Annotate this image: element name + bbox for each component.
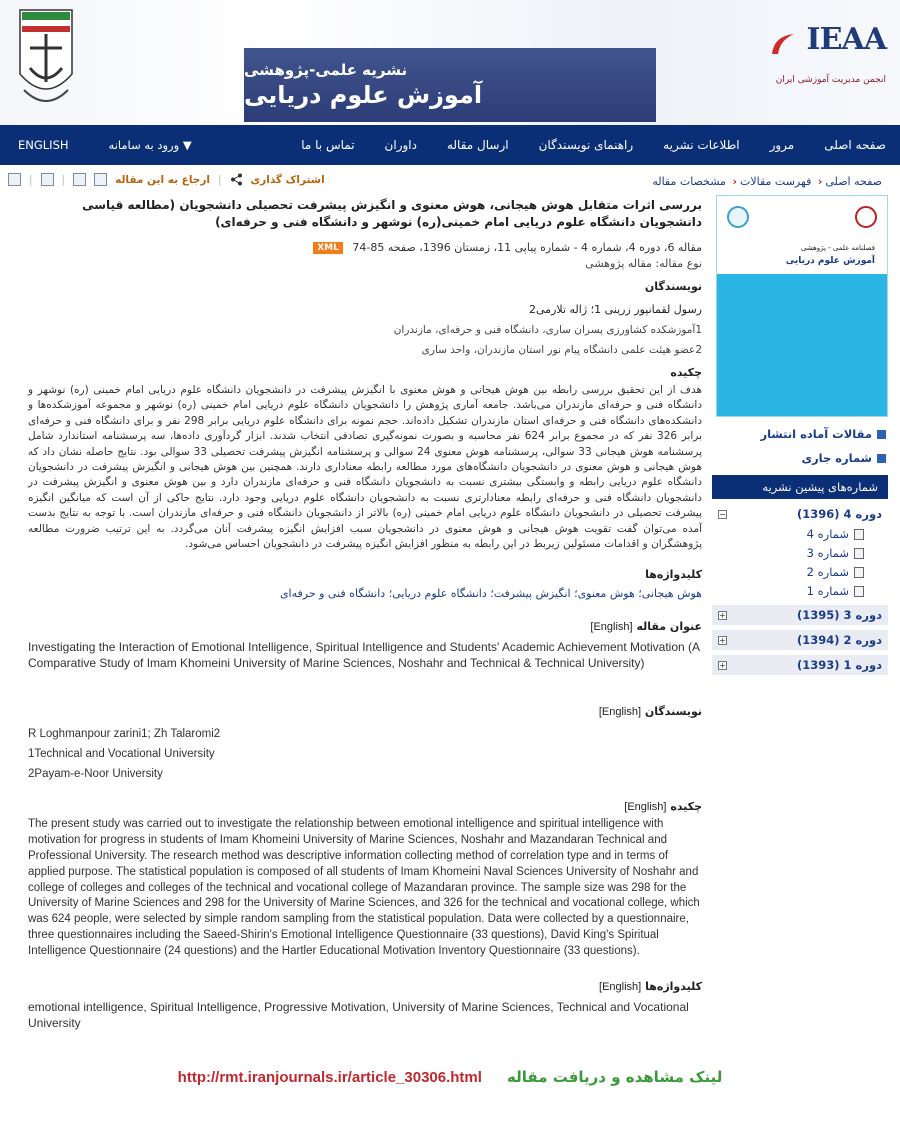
article-title: بررسی اثرات متقابل هوش هیجانی، هوش معنوی و انگیزش پیشرفت تحصیلی دانشجویان (مطالعه قیاسی دانشجویان دانشگاه علوم دریایی امام خمینی(ره) نوشهر و دانشگاه فنی و حرفه‌ای)	[82, 198, 702, 229]
article-meta	[28, 241, 702, 254]
keywords-heading: کلیدواژه‌ها	[645, 568, 702, 582]
volume-2[interactable]: دوره 2 (1394) +	[712, 630, 888, 650]
ieaa-wordmark: IEAA	[806, 22, 886, 57]
issue-item[interactable]: شماره 2	[712, 563, 888, 581]
sidebar-link-current[interactable]: شماره جاری	[712, 451, 888, 465]
crumb-list[interactable]: فهرست مقالات	[739, 175, 812, 188]
download-caption: لینک مشاهده و دریافت مقاله	[507, 1068, 723, 1086]
affiliation-1: 1آموزشکده کشاورزی پسران ساری، دانشگاه فنی و حرفه‌ای، مازندران	[393, 324, 702, 336]
banner-subtitle: نشریه علمی-پژوهشی	[244, 61, 408, 79]
ieaa-caption: انجمن مدیریت آموزشی ایران	[775, 75, 886, 85]
article-issue-info: مقاله 6، دوره 4، شماره 4 - شماره پیاپی 11، زمستان 1396، صفحه 85-74	[352, 241, 702, 254]
crumb-details[interactable]: مشخصات مقاله	[652, 175, 726, 188]
en-abstract-text: The present study was carried out to investigate the relationship between emotional intelligence and spiritual intelligence with motivation for progress in students of Imam Khomeini University of Marine Sciences, Noshahr and Mazandaran Technical and Professional University. The research method was descriptive information collecting method of correlation type and in terms of applied purpose. The statistical population is composed of all students of Imam Khomeini Naval Sciences University of Noshahr and college of colleges and colleges of the technical and vocational college of Mazandaran province. The sample size was 298 for the University of Marine Sciences and 298 for the University of Marine Sciences, and 326 for the technical and vocational college, which was 624 people, were selected by simple random sampling from the statistical population. Data were collected by a questionnaire, three questionnaires including the Saeed-Shirin's Emotional Intelligence Questionnaire (33 questions), David King's Spiritual Intelligence Questionnaire (24 questions) and the Hartler Educational Motivation Inventory Questionnaire (33 questions).	[28, 818, 700, 957]
article-type: نوع مقاله: مقاله پژوهشی	[585, 257, 702, 270]
english-tag: [English]	[624, 801, 667, 814]
en-abstract-heading: چکیده [English]	[624, 800, 702, 814]
article-content	[28, 197, 702, 1031]
english-tag: [English]	[590, 621, 633, 634]
site-header	[0, 0, 900, 125]
nav-login-dropdown[interactable]: ورود به سامانه ▼	[108, 138, 192, 152]
archive-heading: شماره‌های پیشین نشریه	[712, 475, 888, 499]
footer	[0, 1055, 900, 1130]
nav-browse[interactable]: مرور	[769, 138, 795, 152]
nav-home[interactable]: صفحه اصلی	[824, 138, 886, 152]
main-area	[0, 165, 900, 1055]
document-icon	[854, 567, 864, 578]
document-icon	[854, 548, 864, 559]
university-logo	[14, 4, 78, 116]
affiliation-2: 2عضو هیئت علمی دانشگاه پیام نور استان مازندران، واحد ساری	[421, 344, 702, 356]
authors-list	[28, 303, 702, 316]
banner-title: آموزش علوم دریایی	[244, 81, 483, 109]
expand-icon[interactable]: +	[719, 610, 726, 620]
authors-heading: نویسندگان	[644, 280, 702, 293]
volume-4[interactable]: دوره 4 (1396) −	[712, 504, 888, 524]
en-authors-heading: نویسندگان [English]	[598, 705, 702, 719]
bullet-icon	[877, 454, 886, 463]
share-icon[interactable]	[230, 173, 243, 186]
main-nav	[0, 125, 900, 165]
expand-icon[interactable]: +	[719, 660, 726, 670]
ieaa-logo	[766, 22, 886, 112]
nav-author-guide[interactable]: راهنمای نویسندگان	[538, 138, 634, 152]
save-icon[interactable]	[8, 173, 21, 186]
share-link[interactable]: اشتراک گذاری	[250, 173, 325, 186]
cite-article-link[interactable]: ارجاع به این مقاله	[115, 173, 210, 186]
cover-subtitle: فصلنامه علمی - پژوهشی	[800, 244, 875, 252]
abstract-heading: چکیده	[670, 366, 702, 379]
en-title-heading: عنوان مقاله [English]	[590, 620, 702, 634]
keywords-list[interactable]: هوش هیجانی؛ هوش معنوی؛ انگیزش پیشرفت؛ دانشگاه علوم دریایی؛ دانشگاه فنی و حرفه‌ای	[279, 587, 702, 601]
article-url-link[interactable]: http://rmt.iranjournals.ir/article_30306.html	[177, 1069, 482, 1086]
author-names[interactable]: رسول لقمانپور زرینی 1؛ ژاله تلارمی2	[529, 303, 702, 316]
en-keywords[interactable]: emotional intelligence, Spiritual Intelligence, Progressive Motivation, University of Marine Sciences, Technical and Vocational University	[28, 999, 689, 1030]
nav-contact[interactable]: تماس با ما	[301, 138, 355, 152]
document-icon	[854, 586, 864, 597]
journal-cover[interactable]	[716, 195, 888, 417]
bullet-icon	[877, 430, 886, 439]
cover-emblem-icon	[855, 206, 877, 228]
en-title: Investigating the Interaction of Emotional Intelligence, Spiritual Intelligence and Students' Academic Achievement Motivation (A Comparative Study of Imam Khomeini University of Marine Sciences, Noshahr and Technical & Technical University)	[28, 640, 700, 671]
sidebar-link-in-press[interactable]: مقالات آماده انتشار	[712, 427, 888, 441]
english-tag: [English]	[598, 706, 642, 719]
email-icon[interactable]	[73, 173, 86, 186]
issue-item[interactable]: شماره 4	[712, 525, 888, 543]
citation-icon[interactable]	[94, 173, 107, 186]
nav-reviewers[interactable]: داوران	[384, 138, 417, 152]
chevron-left-icon: ‹	[817, 175, 823, 188]
collapse-icon[interactable]: −	[719, 509, 726, 519]
ieaa-swoosh-icon	[768, 30, 798, 60]
nav-english[interactable]: ENGLISH	[18, 138, 69, 152]
print-icon[interactable]	[41, 173, 54, 186]
xml-badge[interactable]: XML	[313, 242, 343, 254]
issue-item[interactable]: شماره 3	[712, 544, 888, 562]
crumb-home[interactable]: صفحه اصلی	[825, 175, 882, 188]
en-authors[interactable]: R Loghmanpour zarini1; Zh Talaromi2	[28, 728, 221, 741]
expand-icon[interactable]: +	[719, 635, 726, 645]
cover-logo-icon	[727, 206, 749, 228]
sidebar	[712, 195, 888, 675]
journal-banner	[244, 48, 656, 122]
document-icon	[854, 529, 864, 540]
en-affiliation-2: 2Payam-e-Noor University	[28, 768, 163, 781]
en-affiliation-1: 1Technical and Vocational University	[28, 748, 215, 761]
nav-submit[interactable]: ارسال مقاله	[446, 138, 509, 152]
issue-item[interactable]: شماره 1	[712, 582, 888, 600]
volume-3[interactable]: دوره 3 (1395) +	[712, 605, 888, 625]
article-toolbar: | | ارجاع به این مقاله | اشتراک گذاری	[8, 173, 325, 186]
chevron-left-icon: ‹	[732, 175, 737, 188]
en-keywords-heading: کلیدواژه‌ها [English]	[599, 979, 702, 993]
volume-1[interactable]: دوره 1 (1393) +	[712, 655, 888, 675]
english-tag: [English]	[599, 980, 642, 993]
nav-journal-info[interactable]: اطلاعات نشریه	[663, 138, 740, 152]
cover-title: آموزش علوم دریایی	[785, 256, 875, 266]
breadcrumb	[652, 175, 882, 188]
abstract-text: هدف از این تحقیق بررسی رابطه بین هوش هیجانی و هوش معنوی با انگیزش پیشرفت در دانشجویان دانشگاه علوم دریایی امام خمینی (ره) نوشهر و دانشگاه فنی و حرفه‌ای مازندران می‌باشد. جامعه آماری پژوهش را دانشجویان دانشگاه علوم دریایی امام خمینی (ره) نوشهر و مجموعه آموزشکده‌ها و دانشکده‌های دانشگاه فنی و حرفه‌ای استان مازندران تشکیل داده‌اند. حجم نمونه برای دانشگاه علوم دریایی برابر 298 نفر و برای دانشگاه فنی و حرفه‌ای برابر 326 نفر که در مجموع برابر 624 نفر محاسبه و بصورت نمونه‌گیری تصادفی انتخاب شدند. ابزار گردآوری داده‌ها، سه پرسشنامه استاندارد شامل پرسشنامه هوش هیجانی 33 سوالی، پرسشنامه هوش معنوی 24 سوالی و پرسشنامه انگیزش پیشرفت تحصیلی 33 سوالی بود. نتایج حاصله نشان داد که هوش هیجانی و هوش معنوی در دانشجویان دانشگاه‌های مورد مطالعه رابطه معناداری دارند. همچنین بین هوش هیجانی و انگیزش پیشرفت در دانشجویان دانشگاه علوم دریایی رابطه و وابستگی بیشتری نسبت به دانشجویان دانشگاه فنی و حرفه‌ای مازندران دارد و بین هوش معنوی و انگیزش پیشرفت در دانشجویان دانشگاه فنی و حرفه‌ای رابطه معنادارتری نسبت به دانشجویان دانشگاه علوم دریایی وجود دارد. نتایج حاکی از آن است که میانگین انگیزه پیشرفت تحصیلی در دانشجویان دانشگاه علوم دریایی امام خمینی (ره) بالاتر از دانشجویان دانشگاه فنی و حرفه‌ای مازندران است. با توجه به نتایج بدست آمده می‌توان گفت تقویت هوش هیجانی و هوش معنوی در دانشجویان سبب افزایش انگیزه پیشرفت آنان می‌گردد. به این ترتیب ضرورت مطالعه پژوهشگران و اقدامات مسئولین زیربط در این رابطه به منظور افزایش انگیزه پیشرفت در دانشجویان احساس می‌شود.	[28, 384, 702, 551]
